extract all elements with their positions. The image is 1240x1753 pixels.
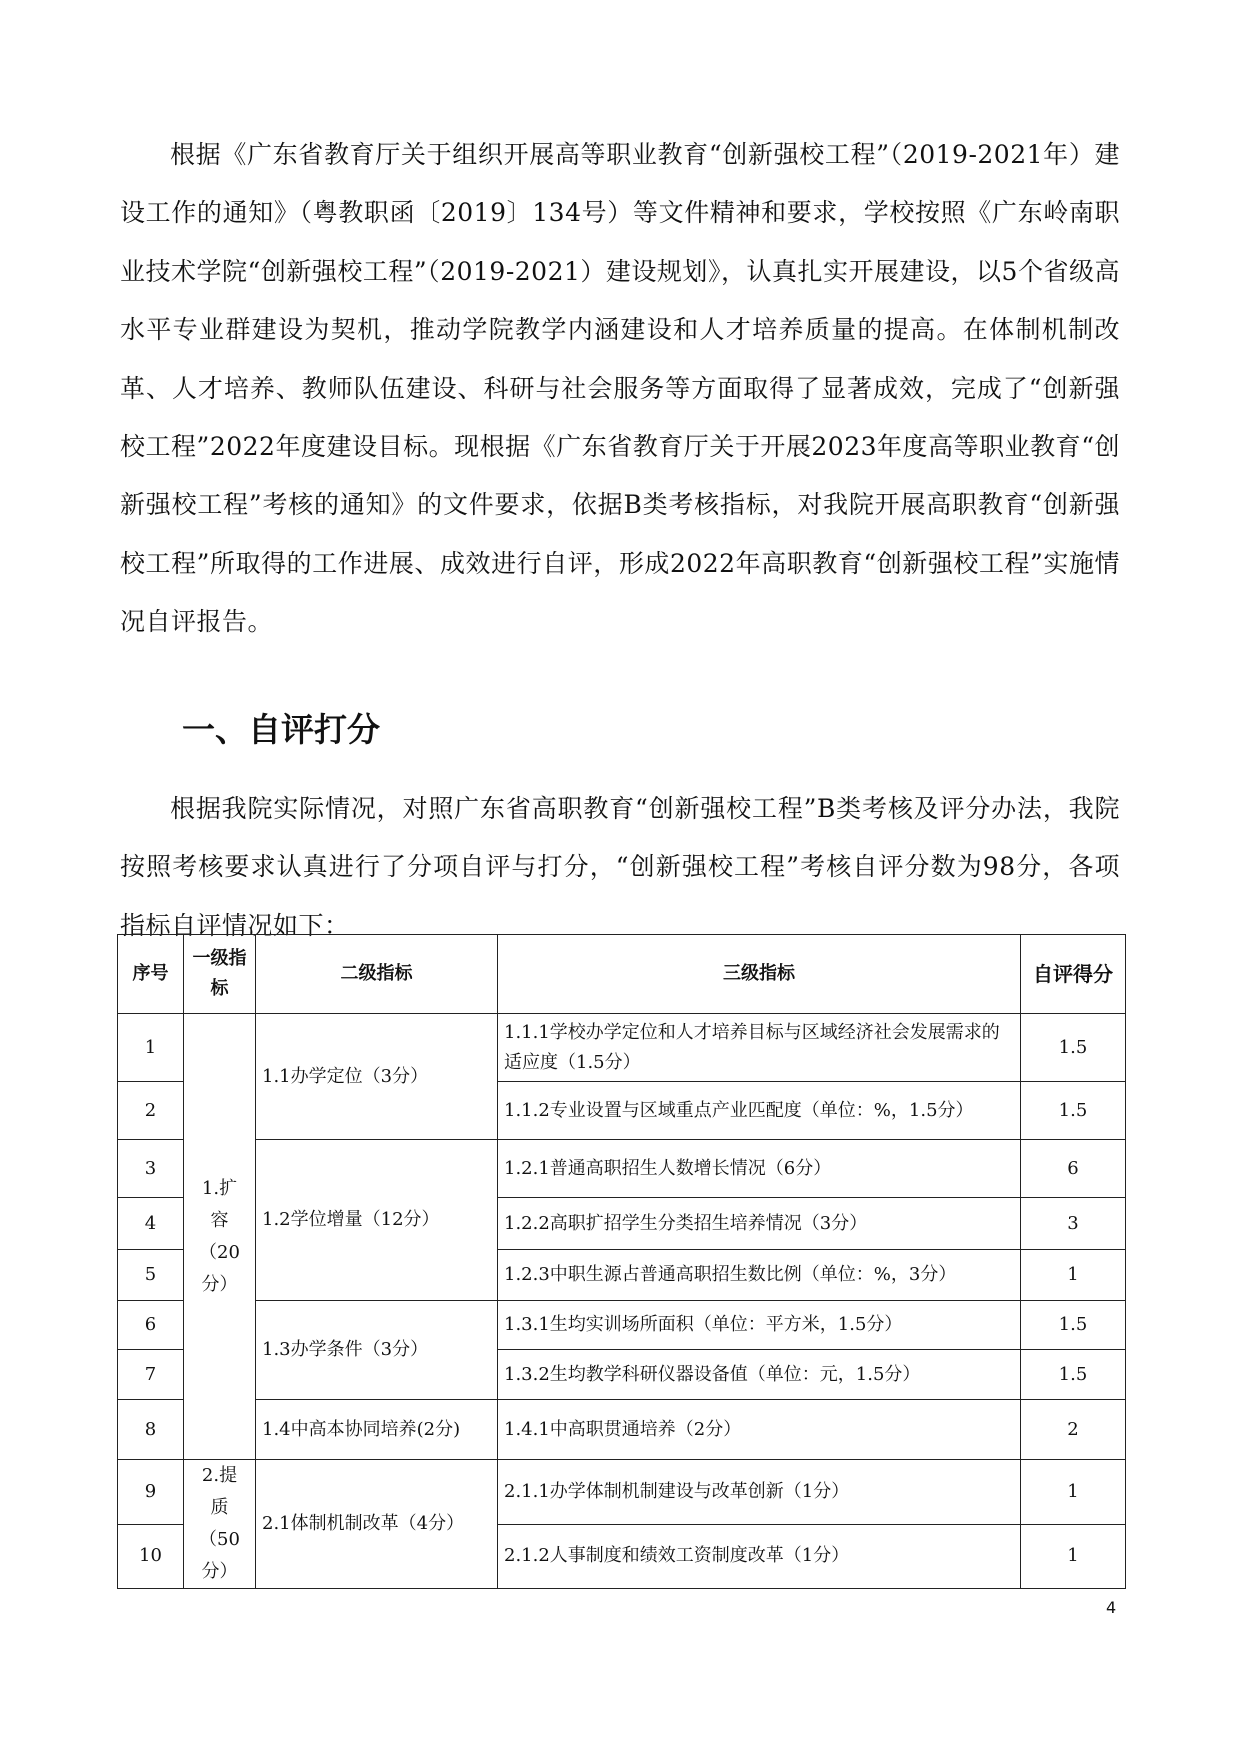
level1-cell: 1.扩容（20分） bbox=[184, 1014, 256, 1460]
level2-cell: 1.2学位增量（12分） bbox=[256, 1140, 498, 1301]
table-header-row bbox=[118, 935, 1126, 1014]
row-no: 8 bbox=[118, 1400, 184, 1460]
score-cell: 6 bbox=[1021, 1140, 1126, 1198]
level2-cell: 1.1办学定位（3分） bbox=[256, 1014, 498, 1140]
level2-cell: 1.3办学条件（3分） bbox=[256, 1301, 498, 1400]
level3-cell: 1.3.1生均实训场所面积（单位：平方米，1.5分） bbox=[498, 1301, 1021, 1350]
table-row bbox=[118, 1400, 1126, 1460]
row-no: 10 bbox=[118, 1524, 184, 1589]
score-cell: 3 bbox=[1021, 1198, 1126, 1250]
intro-paragraph: 根据《广东省教育厅关于组织开展高等职业教育“创新强校工程”（2019-2021年）建设工作的通知》（粤教职函〔2019〕134号）等文件精神和要求，学校按照《广东岭南职业技术学院“创新强校工程”（2019-2021）建设规划》，认真扎实开展建设，以5个省级高水平专业群建设为契机，推动学院教学内涵建设和人才培养质量的提高。在体制机制改革、人才培养、教师队伍建设、科研与社会服务等方面取得了显著成效，完成了“创新强校工程”2022年度建设目标。现根据《广东省教育厅关于开展2023年度高等职业教育“创新强校工程”考核的通知》的文件要求，依据B类考核指标，对我院开展高职教育“创新强校工程”所取得的工作进展、成效进行自评，形成2022年高职教育“创新强校工程”实施情况自评报告。 bbox=[120, 140, 1120, 637]
level3-cell: 1.1.1学校办学定位和人才培养目标与区域经济社会发展需求的适应度（1.5分） bbox=[498, 1014, 1021, 1082]
row-no: 2 bbox=[118, 1082, 184, 1140]
row-no: 4 bbox=[118, 1198, 184, 1250]
level3-cell: 1.4.1中高职贯通培养（2分） bbox=[498, 1400, 1021, 1460]
page-number: 4 bbox=[1106, 1598, 1117, 1617]
header-level3: 三级指标 bbox=[498, 935, 1021, 1014]
table-row bbox=[118, 1140, 1126, 1198]
score-cell: 2 bbox=[1021, 1400, 1126, 1460]
level3-cell: 2.1.2人事制度和绩效工资制度改革（1分） bbox=[498, 1524, 1021, 1589]
score-cell: 1 bbox=[1021, 1460, 1126, 1525]
level3-cell: 1.2.1普通高职招生人数增长情况（6分） bbox=[498, 1140, 1021, 1198]
row-no: 7 bbox=[118, 1350, 184, 1400]
row-no: 9 bbox=[118, 1460, 184, 1525]
header-level2: 二级指标 bbox=[256, 935, 498, 1014]
level3-cell: 1.2.2高职扩招学生分类招生培养情况（3分） bbox=[498, 1198, 1021, 1250]
score-cell: 1.5 bbox=[1021, 1014, 1126, 1082]
level3-cell: 2.1.1办学体制机制建设与改革创新（1分） bbox=[498, 1460, 1021, 1525]
header-score: 自评得分 bbox=[1021, 935, 1126, 1014]
row-no: 6 bbox=[118, 1301, 184, 1350]
score-cell: 1 bbox=[1021, 1524, 1126, 1589]
header-no: 序号 bbox=[118, 935, 184, 1014]
score-cell: 1.5 bbox=[1021, 1301, 1126, 1350]
score-cell: 1.5 bbox=[1021, 1082, 1126, 1140]
table-row bbox=[118, 1014, 1126, 1082]
level3-cell: 1.1.2专业设置与区域重点产业匹配度（单位：%，1.5分） bbox=[498, 1082, 1021, 1140]
level2-cell: 1.4中高本协同培养(2分) bbox=[256, 1400, 498, 1460]
level1-cell: 2.提质（50分） bbox=[184, 1460, 256, 1589]
score-cell: 1 bbox=[1021, 1250, 1126, 1301]
header-level1: 一级指标 bbox=[184, 935, 256, 1014]
level3-cell: 1.3.2生均教学科研仪器设备值（单位：元，1.5分） bbox=[498, 1350, 1021, 1400]
level2-cell: 2.1体制机制改革（4分） bbox=[256, 1460, 498, 1589]
level3-cell: 1.2.3中职生源占普通高职招生数比例（单位：%，3分） bbox=[498, 1250, 1021, 1301]
row-no: 1 bbox=[118, 1014, 184, 1082]
table-row bbox=[118, 1301, 1126, 1350]
table-row bbox=[118, 1460, 1126, 1525]
row-no: 3 bbox=[118, 1140, 184, 1198]
section-heading: 一、自评打分 bbox=[182, 710, 380, 749]
score-cell: 1.5 bbox=[1021, 1350, 1126, 1400]
self-evaluation-table bbox=[117, 934, 1126, 1589]
score-intro-paragraph: 根据我院实际情况，对照广东省高职教育“创新强校工程”B类考核及评分办法，我院按照考核要求认真进行了分项自评与打分，“创新强校工程”考核自评分数为98分，各项指标自评情况如下： bbox=[120, 794, 1120, 940]
row-no: 5 bbox=[118, 1250, 184, 1301]
